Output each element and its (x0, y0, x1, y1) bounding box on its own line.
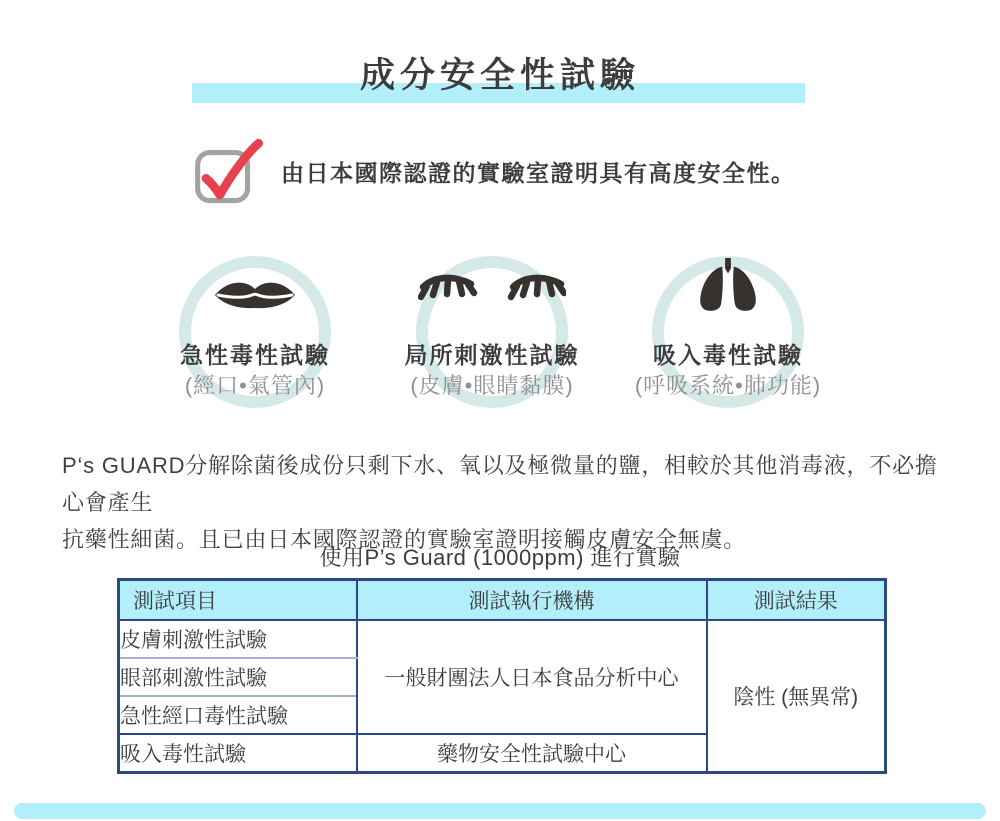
test-scope: (經口•氣管內) (184, 373, 326, 398)
col-header-result: 測試結果 (707, 580, 886, 621)
result-cell: 陰性 (無異常) (707, 620, 886, 773)
test-icons-row (0, 255, 1000, 420)
test-label: 局所刺激性試驗 (404, 342, 580, 368)
table-caption: 使用P’s Guard (1000ppm) 進行實驗 (319, 545, 681, 570)
test-label: 吸入毒性試驗 (653, 342, 803, 368)
test-item-acute-toxicity (135, 255, 375, 415)
description-line: 抗藥性細菌。且已由日本國際認證的實驗室證明接觸皮膚安全無虞。 (62, 527, 747, 552)
page-title: 成分安全性試驗 (359, 56, 640, 95)
agency-cell: 藥物安全性試驗中心 (357, 734, 707, 773)
results-table (117, 578, 887, 774)
col-header-test-item: 測試項目 (119, 580, 357, 621)
test-name-cell: 皮膚刺激性試驗 (119, 620, 357, 658)
closed-eyes-icon (372, 273, 612, 312)
test-item-local-irritation (372, 255, 612, 415)
col-header-agency: 測試執行機構 (357, 580, 707, 621)
certification-text: 由日本國際認證的實驗室證明具有高度安全性。 (281, 159, 796, 186)
table-row (119, 620, 886, 658)
test-scope: (呼吸系統•肺功能) (634, 373, 822, 398)
test-item-inhalation-toxicity (608, 255, 848, 415)
test-name-cell: 急性經口毒性試驗 (119, 696, 357, 734)
lips-icon (135, 277, 375, 318)
test-name-cell: 吸入毒性試驗 (119, 734, 357, 773)
description-line: P‘s GUARD分解除菌後成份只剩下水、氧以及極微量的鹽，相較於其他消毒液，不必擔心會產生 (62, 453, 938, 515)
lungs-icon (608, 257, 848, 320)
table-header-row (119, 580, 886, 621)
test-label: 急性毒性試驗 (180, 342, 330, 368)
certification-row (194, 136, 796, 206)
agency-merged-cell: 一般財團法人日本食品分析中心 (357, 620, 707, 734)
bottom-accent-bar (14, 803, 986, 819)
test-name-cell: 眼部刺激性試驗 (119, 658, 357, 696)
test-scope: (皮膚•眼睛黏膜) (410, 373, 574, 398)
checkmark-icon (194, 136, 266, 206)
